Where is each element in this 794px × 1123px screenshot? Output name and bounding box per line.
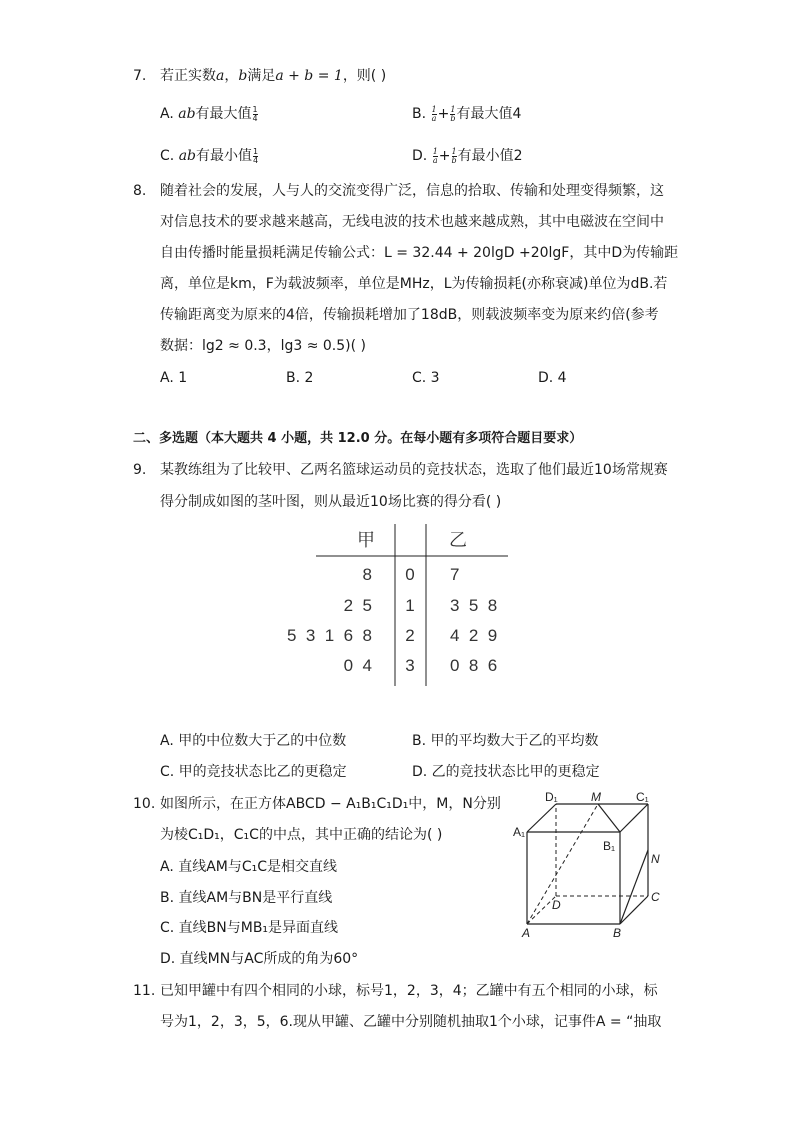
- cube-diagram: [505, 788, 670, 943]
- leaf-right-row-3: 4 2 9: [450, 626, 498, 645]
- stem-row-3: 2: [405, 626, 415, 645]
- leaf-right-row-1: 7: [450, 565, 460, 584]
- frac-num: 1: [450, 104, 456, 114]
- edge-b1-c1: [620, 804, 648, 832]
- leaf-right-row-2: 3 5 8: [450, 596, 498, 615]
- q10-line-2: 为棱C₁D₁，C₁C的中点，其中正确的结论为( ): [160, 827, 443, 843]
- label-a: A: [522, 926, 531, 940]
- q8-line-1: 随着社会的发展，人与人的交流变得广泛，信息的拾取、传输和处理变得频繁，这: [160, 183, 664, 199]
- frac-num: 1: [432, 146, 438, 156]
- q7-option-a: [160, 104, 259, 124]
- q7-number: 7.: [133, 68, 147, 84]
- q8-option-a: A. 1: [160, 370, 188, 386]
- edge-b-c: [620, 896, 648, 924]
- q7-option-a-text: 有最大值: [195, 106, 252, 122]
- frac-den: b: [450, 113, 456, 123]
- label-m: M: [591, 790, 601, 804]
- q8-line-3: 自由传播时能量损耗满足传输公式：L = 32.44 + 20lgD +20lgF，其中D为传输距: [160, 245, 679, 261]
- q8-number: 8.: [133, 183, 147, 199]
- frac-num: 1: [253, 146, 259, 156]
- frac-num: 1: [252, 104, 258, 114]
- q7-option-b-text: 有最大值4: [456, 106, 522, 122]
- q10-number: 10.: [133, 796, 156, 812]
- q7-var-b: b: [238, 68, 248, 84]
- frac-den: 4: [253, 155, 259, 165]
- edge-a1-d1: [527, 804, 556, 832]
- label-n: N: [651, 852, 660, 866]
- q7-option-d-frac2: [452, 148, 457, 165]
- q7-stem-a: 若正实数: [160, 68, 216, 84]
- q8-line-6: 数据：lg2 ≈ 0.3，lg3 ≈ 0.5)( ): [160, 338, 366, 354]
- q7-option-d: [412, 146, 523, 166]
- frac-den: a: [432, 155, 438, 165]
- label-c: C: [651, 890, 660, 904]
- q7-option-a-fraction: [253, 106, 258, 123]
- label-b1: B₁: [603, 839, 616, 853]
- plus-sign: +: [438, 148, 451, 164]
- q10-option-c: C. 直线BN与MB₁是异面直线: [160, 920, 339, 936]
- q10-line-1: 如图所示，在正方体ABCD − A₁B₁C₁D₁中，M，N分别: [160, 796, 501, 812]
- frac-den: 4: [252, 113, 258, 123]
- leaf-left-row-3: 5 3 1 6 8: [286, 626, 372, 645]
- q7-stem-b: ，: [224, 68, 239, 84]
- q7-option-a-expr: ab: [178, 106, 196, 122]
- label-b: B: [613, 926, 622, 940]
- q9-option-c: C. 甲的竞技状态比乙的更稳定: [160, 764, 347, 780]
- frac-den: b: [451, 155, 457, 165]
- q9-option-b: B. 甲的平均数大于乙的平均数: [412, 733, 599, 749]
- q8-option-d: D. 4: [538, 370, 567, 386]
- q7-option-b: [412, 104, 521, 124]
- header-jia: 甲: [357, 530, 375, 550]
- q10-option-d: D. 直线MN与AC所成的角为60°: [160, 951, 359, 967]
- label-d: D: [552, 898, 561, 912]
- edge-b-n: [620, 850, 648, 924]
- q7-option-c: [160, 146, 259, 166]
- q11-line-2: 号为1，2，3，5，6.现从甲罐、乙罐中分别随机抽取1个小球，记事件A = “抽取: [160, 1014, 662, 1030]
- label-c1: C₁: [636, 790, 649, 804]
- q7-option-b-frac2: [450, 106, 455, 123]
- q9-option-a: A. 甲的中位数大于乙的中位数: [160, 733, 347, 749]
- stem-row-1: 0: [405, 565, 415, 584]
- q7-stem: [160, 66, 386, 86]
- q7-var-a: a: [216, 68, 225, 84]
- q9-line-2: 得分制成如图的茎叶图，则从最近10场比赛的得分看( ): [160, 494, 502, 510]
- q8-line-2: 对信息技术的要求越来越高，无线电波的技术也越来越成熟，其中电磁波在空间中: [160, 214, 664, 230]
- edge-b1-m: [598, 804, 620, 832]
- leaf-right-row-4: 0 8 6: [450, 656, 498, 675]
- q9-line-1: 某教练组为了比较甲、乙两名篮球运动员的竞技状态，选取了他们最近10场常规赛: [160, 462, 668, 478]
- q7-option-c-letter: C.: [160, 148, 175, 164]
- leaf-left-row-2: 2 5: [343, 596, 372, 615]
- q7-option-c-expr: ab: [178, 148, 196, 164]
- header-yi: 乙: [449, 530, 467, 550]
- plus-sign: +: [437, 106, 450, 122]
- q7-equation: a + b = 1: [275, 68, 343, 84]
- q7-stem-d: ，则( ): [342, 68, 387, 84]
- stem-leaf-plot: [270, 520, 520, 692]
- leaf-left-row-1: 8: [362, 565, 372, 584]
- frac-num: 1: [451, 146, 457, 156]
- q7-option-b-letter: B.: [412, 106, 427, 122]
- q8-line-4: 离，单位是km，F为载波频率，单位是MHz，L为传输损耗(亦称衰减)单位为dB.若: [160, 276, 668, 292]
- frac-num: 1: [431, 104, 437, 114]
- q7-option-a-letter: A.: [160, 106, 174, 122]
- q7-option-d-letter: D.: [412, 148, 428, 164]
- q11-line-1: 已知甲罐中有四个相同的小球，标号1，2，3，4；乙罐中有五个相同的小球，标: [160, 983, 658, 999]
- q7-option-b-frac1: [432, 106, 437, 123]
- section-2-title: 二、多选题（本大题共 4 小题，共 12.0 分。在每小题有多项符合题目要求）: [133, 431, 583, 446]
- q10-option-b: B. 直线AM与BN是平行直线: [160, 890, 333, 906]
- label-d1: D₁: [545, 790, 558, 804]
- q7-option-d-text: 有最小值2: [457, 148, 523, 164]
- q7-option-c-fraction: [253, 148, 258, 165]
- q8-option-c: C. 3: [412, 370, 440, 386]
- stem-row-4: 3: [405, 656, 415, 675]
- q9-option-d: D. 乙的竞技状态比甲的更稳定: [412, 764, 600, 780]
- leaf-left-row-4: 0 4: [343, 656, 372, 675]
- q7-option-d-frac1: [433, 148, 438, 165]
- q10-option-a: A. 直线AM与C₁C是相交直线: [160, 859, 338, 875]
- q9-number: 9.: [133, 462, 147, 478]
- frac-den: a: [431, 113, 437, 123]
- q11-number: 11.: [133, 983, 156, 999]
- q8-line-5: 传输距离变为原来的4倍，传输损耗增加了18dB，则载波频率变为原来约倍(参考: [160, 307, 659, 323]
- label-a1: A₁: [513, 825, 526, 839]
- stem-row-2: 1: [405, 596, 415, 615]
- q7-stem-c: 满足: [247, 68, 276, 84]
- q7-option-c-text: 有最小值: [196, 148, 252, 164]
- q8-option-b: B. 2: [286, 370, 314, 386]
